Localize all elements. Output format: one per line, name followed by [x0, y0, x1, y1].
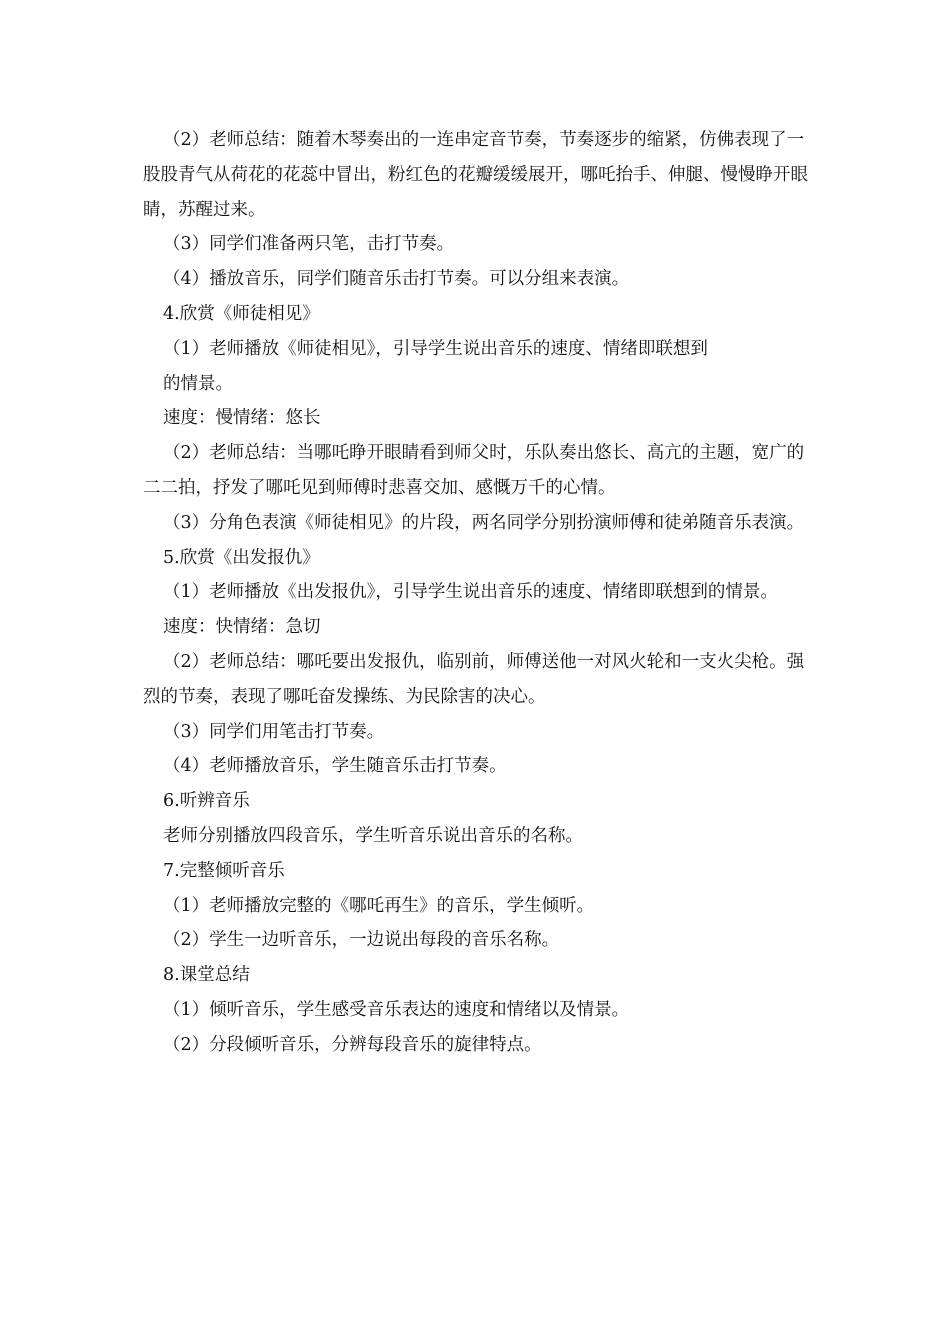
paragraph-teacher-summary-3: （2）老师总结：哪吒要出发报仇，临别前，师傅送他一对风火轮和一支火尖枪。强烈的节奏，表现了哪吒奋发操练、为民除害的决心。 — [143, 651, 805, 707]
paragraph-teacher-summary-2: （2）老师总结：当哪吒睁开眼睛看到师父时，乐队奏出悠长、高亢的主题，宽广的二二拍，抒发了哪吒见到师傅时悲喜交加、感慨万千的心情。 — [143, 443, 805, 498]
paragraph-play-music-1: （4）播放音乐，同学们随音乐击打节奏。可以分组来表演。 — [163, 269, 630, 290]
paragraph-teacher-summary-1: （2）老师总结：随着木琴奏出的一连串定音节奏，节奏逐步的缩紧，仿佛表现了一股股青气从荷花的花蕊中冒出，粉红色的花瓣缓缓展开，哪吒抬手、伸腿、慢慢睁开眼睛，苏醒过来。 — [143, 130, 808, 220]
document-body — [143, 123, 808, 1063]
paragraph-prepare-pens: （3）同学们准备两只笔，击打节奏。 — [163, 234, 455, 255]
paragraph-play-music-2: （4）老师播放音乐，学生随音乐击打节奏。 — [163, 756, 507, 777]
paragraph-use-pens: （3）同学们用笔击打节奏。 — [163, 721, 385, 742]
paragraph-teacher-play-2: （1）老师播放《师徒相见》，引导学生说出音乐的速度、情绪即联想到 — [163, 338, 708, 359]
section-heading-7: 7.完整倾听音乐 — [163, 860, 285, 881]
paragraph-summary-1: （1）倾听音乐，学生感受音乐表达的速度和情绪以及情景。 — [163, 999, 630, 1020]
section-heading-6: 6.听辨音乐 — [163, 791, 250, 812]
section-heading-4: 4.欣赏《师徒相见》 — [163, 303, 320, 324]
paragraph-summary-2: （2）分段倾听音乐，分辨每段音乐的旋律特点。 — [163, 1034, 542, 1055]
paragraph-name-sections: （2）学生一边听音乐，一边说出每段的音乐名称。 — [163, 930, 560, 951]
paragraph-speed-mood-1: 速度：慢情绪：悠长 — [163, 408, 321, 429]
paragraph-complete-play: （1）老师播放完整的《哪吒再生》的音乐，学生倾听。 — [163, 895, 595, 916]
paragraph-listen-identify: 老师分别播放四段音乐，学生听音乐说出音乐的名称。 — [163, 825, 583, 846]
paragraph-role-play: （3）分角色表演《师徒相见》的片段，两名同学分别扮演师傅和徒弟随音乐表演。 — [163, 512, 805, 533]
paragraph-speed-mood-2: 速度：快情绪：急切 — [163, 617, 321, 638]
section-heading-8: 8.课堂总结 — [163, 965, 250, 986]
paragraph-teacher-play-3: （1）老师播放《出发报仇》，引导学生说出音乐的速度、情绪即联想到的情景。 — [163, 582, 778, 603]
paragraph-continuation: 的情景。 — [163, 373, 233, 394]
section-heading-5: 5.欣赏《出发报仇》 — [163, 547, 320, 568]
